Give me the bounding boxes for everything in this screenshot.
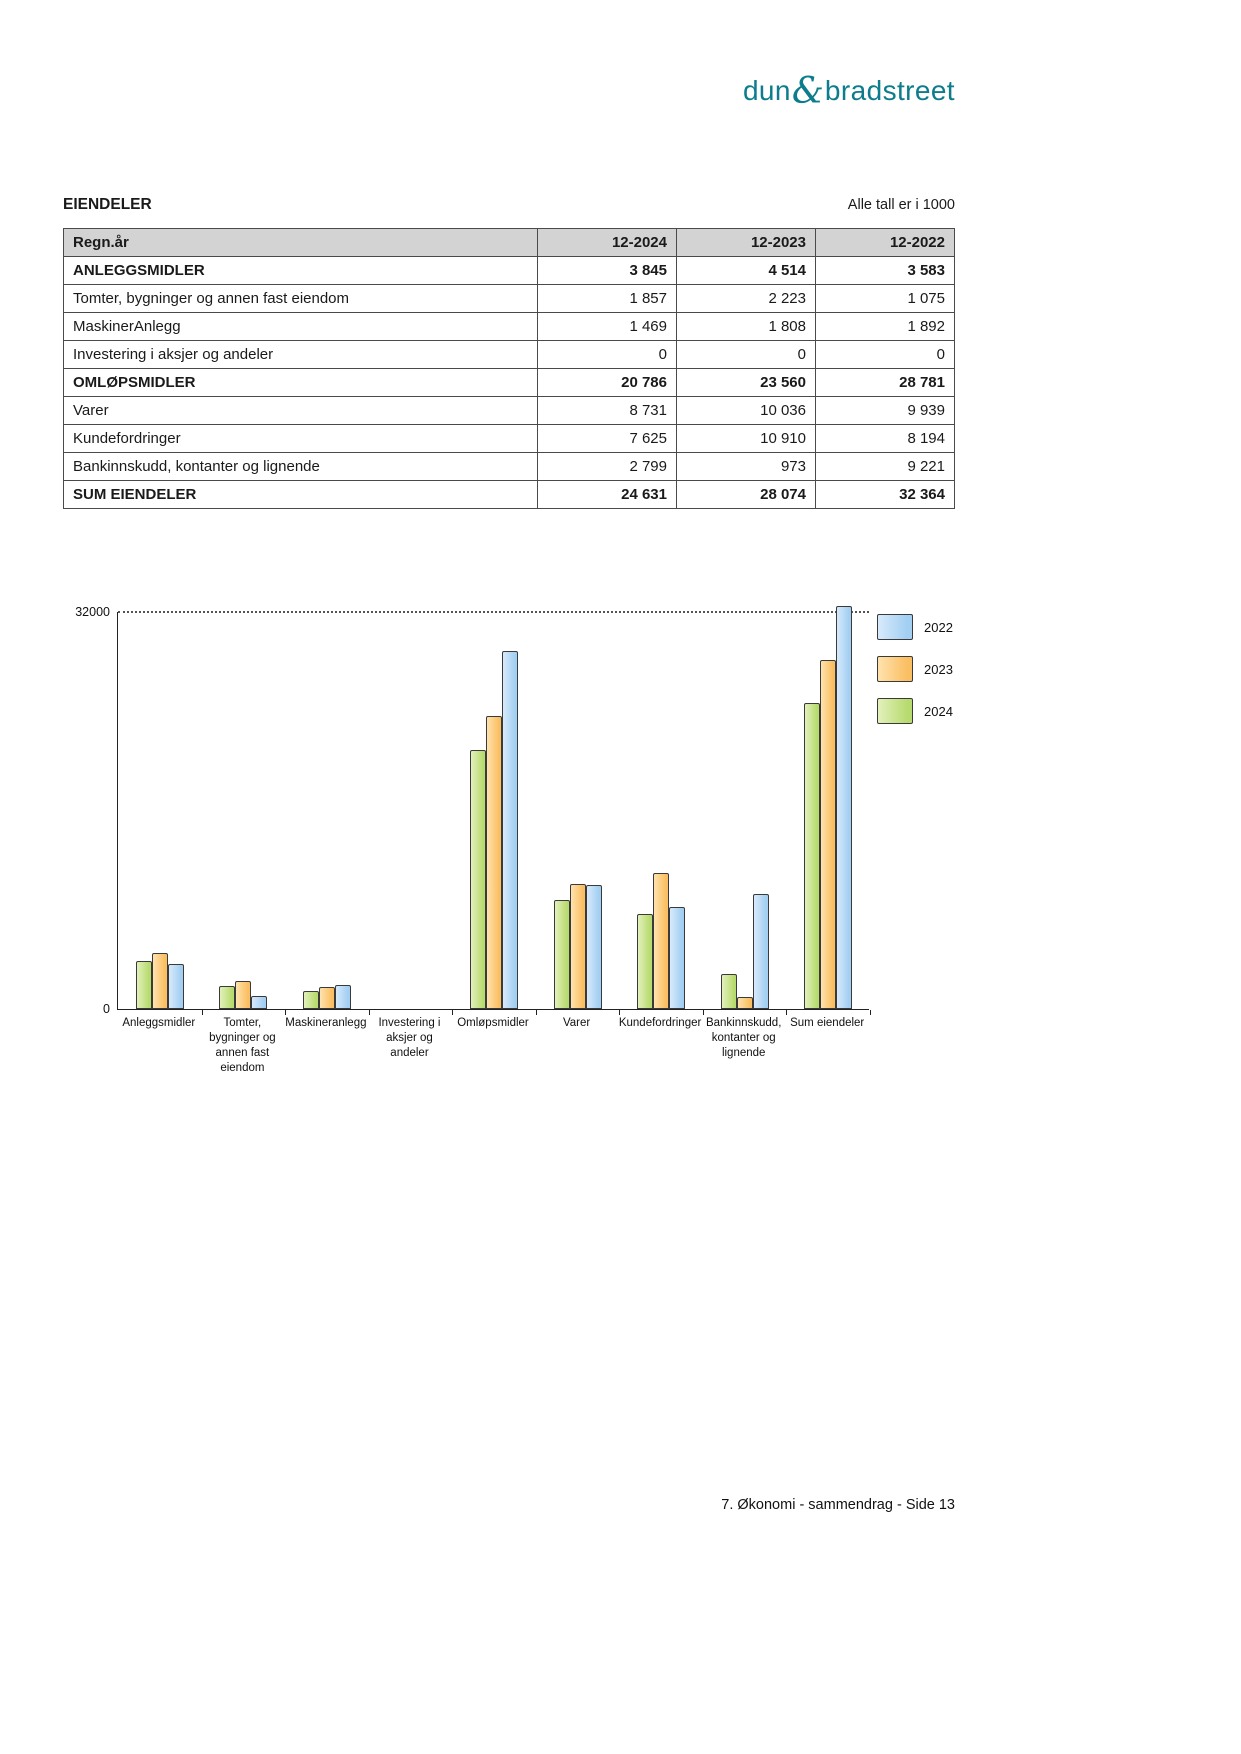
row-label: Kundefordringer [64, 425, 538, 453]
logo-text-bradstreet: bradstreet [824, 75, 955, 106]
bar-2022 [251, 996, 267, 1009]
bar-2022 [335, 985, 351, 1009]
x-axis-label: Maskineranlegg [285, 1017, 367, 1029]
row-value: 973 [677, 453, 816, 481]
table-row [64, 397, 955, 425]
row-value: 9 221 [816, 453, 955, 481]
bar-2024 [804, 703, 820, 1009]
row-value: 8 194 [816, 425, 955, 453]
units-note: Alle tall er i 1000 [847, 197, 955, 213]
table-row [64, 341, 955, 369]
legend-label: 2022 [924, 619, 953, 635]
row-value: 1 469 [538, 313, 677, 341]
row-value: 1 808 [677, 313, 816, 341]
row-value: 28 781 [816, 369, 955, 397]
row-value: 32 364 [816, 481, 955, 509]
row-value: 0 [677, 341, 816, 369]
bar-2024 [554, 900, 570, 1009]
x-axis-label: Anleggsmidler [122, 1017, 196, 1029]
chart-legend [877, 614, 953, 740]
x-axis-label: Kundefordringer [618, 1017, 702, 1029]
row-label: ANLEGGSMIDLER [64, 257, 538, 285]
col-header-12-2022: 12-2022 [816, 229, 955, 257]
bar-2024 [219, 986, 235, 1009]
table-header-row [64, 229, 955, 257]
row-value: 10 036 [677, 397, 816, 425]
col-header-12-2024: 12-2024 [538, 229, 677, 257]
logo-text-dun: dun [742, 75, 791, 106]
row-label: OMLØPSMIDLER [64, 369, 538, 397]
legend-swatch-2024 [877, 698, 913, 724]
row-label: MaskinerAnlegg [64, 313, 538, 341]
bar-2024 [637, 914, 653, 1009]
bar-2022 [502, 651, 518, 1009]
axis-tick [536, 1010, 537, 1015]
assets-table [63, 228, 955, 509]
bar-2023 [737, 997, 753, 1009]
row-value: 4 514 [677, 257, 816, 285]
y-axis-label-max: 32000 [75, 605, 110, 619]
row-value: 7 625 [538, 425, 677, 453]
row-value: 1 075 [816, 285, 955, 313]
bar-2023 [486, 716, 502, 1009]
table-row [64, 369, 955, 397]
row-label: Investering i aksjer og andeler [64, 341, 538, 369]
bar-2022 [669, 907, 685, 1009]
col-header-regnar: Regn.år [64, 229, 538, 257]
row-label: SUM EIENDELER [64, 481, 538, 509]
bar-2023 [820, 660, 836, 1009]
table-row [64, 453, 955, 481]
bar-2023 [152, 953, 168, 1009]
bar-2022 [586, 885, 602, 1009]
axis-tick [285, 1010, 286, 1015]
chart-plot-area [117, 612, 869, 1010]
axis-tick [452, 1010, 453, 1015]
row-value: 28 074 [677, 481, 816, 509]
y-axis-label-zero: 0 [103, 1002, 110, 1016]
x-axis-label: Omløpsmidler [457, 1017, 529, 1029]
bar-2023 [235, 981, 251, 1009]
row-label: Bankinnskudd, kontanter og lignende [64, 453, 538, 481]
table-row [64, 285, 955, 313]
axis-tick [369, 1010, 370, 1015]
section-title: EIENDELER [63, 196, 152, 213]
logo-ampersand-icon: & [791, 71, 824, 112]
legend-label: 2023 [924, 661, 953, 677]
row-value: 1 857 [538, 285, 677, 313]
page-footer: 7. Økonomi - sammendrag - Side 13 [721, 1497, 955, 1513]
x-axis-label: Investering i aksjer og andeler [378, 1017, 441, 1059]
row-value: 24 631 [538, 481, 677, 509]
col-header-12-2023: 12-2023 [677, 229, 816, 257]
legend-item-2023 [877, 656, 953, 682]
row-value: 2 799 [538, 453, 677, 481]
bar-2023 [319, 987, 335, 1009]
bar-2024 [303, 991, 319, 1009]
bar-2024 [470, 750, 486, 1009]
table-row [64, 313, 955, 341]
row-value: 0 [816, 341, 955, 369]
x-axis-label: Tomter, bygninger og annen fast eiendom [209, 1017, 276, 1074]
bar-2024 [721, 974, 737, 1009]
gridline-32000 [118, 611, 869, 613]
legend-item-2024 [877, 698, 953, 724]
row-value: 20 786 [538, 369, 677, 397]
x-axis-label: Bankinnskudd, kontanter og lignende [705, 1017, 782, 1059]
legend-swatch-2022 [877, 614, 913, 640]
table-title-row [63, 196, 955, 214]
row-value: 9 939 [816, 397, 955, 425]
axis-tick [786, 1010, 787, 1015]
row-label: Tomter, bygninger og annen fast eiendom [64, 285, 538, 313]
legend-item-2022 [877, 614, 953, 640]
row-value: 0 [538, 341, 677, 369]
row-value: 3 583 [816, 257, 955, 285]
legend-swatch-2023 [877, 656, 913, 682]
table-row [64, 257, 955, 285]
row-label: Varer [64, 397, 538, 425]
row-value: 2 223 [677, 285, 816, 313]
bar-2022 [836, 606, 852, 1009]
axis-tick [619, 1010, 620, 1015]
row-value: 8 731 [538, 397, 677, 425]
axis-tick [703, 1010, 704, 1015]
row-value: 23 560 [677, 369, 816, 397]
x-axis-label: Sum eiendeler [790, 1017, 865, 1029]
row-value: 1 892 [816, 313, 955, 341]
row-value: 3 845 [538, 257, 677, 285]
legend-label: 2024 [924, 703, 953, 719]
dun-bradstreet-logo [63, 68, 955, 112]
axis-tick [202, 1010, 203, 1015]
bar-2024 [136, 961, 152, 1009]
table-row [64, 481, 955, 509]
x-axis-label: Varer [562, 1017, 591, 1029]
row-value: 10 910 [677, 425, 816, 453]
bar-2022 [168, 964, 184, 1009]
bar-2023 [653, 873, 669, 1009]
table-row [64, 425, 955, 453]
bar-2022 [753, 894, 769, 1009]
bar-2023 [570, 884, 586, 1009]
axis-tick [870, 1010, 871, 1015]
